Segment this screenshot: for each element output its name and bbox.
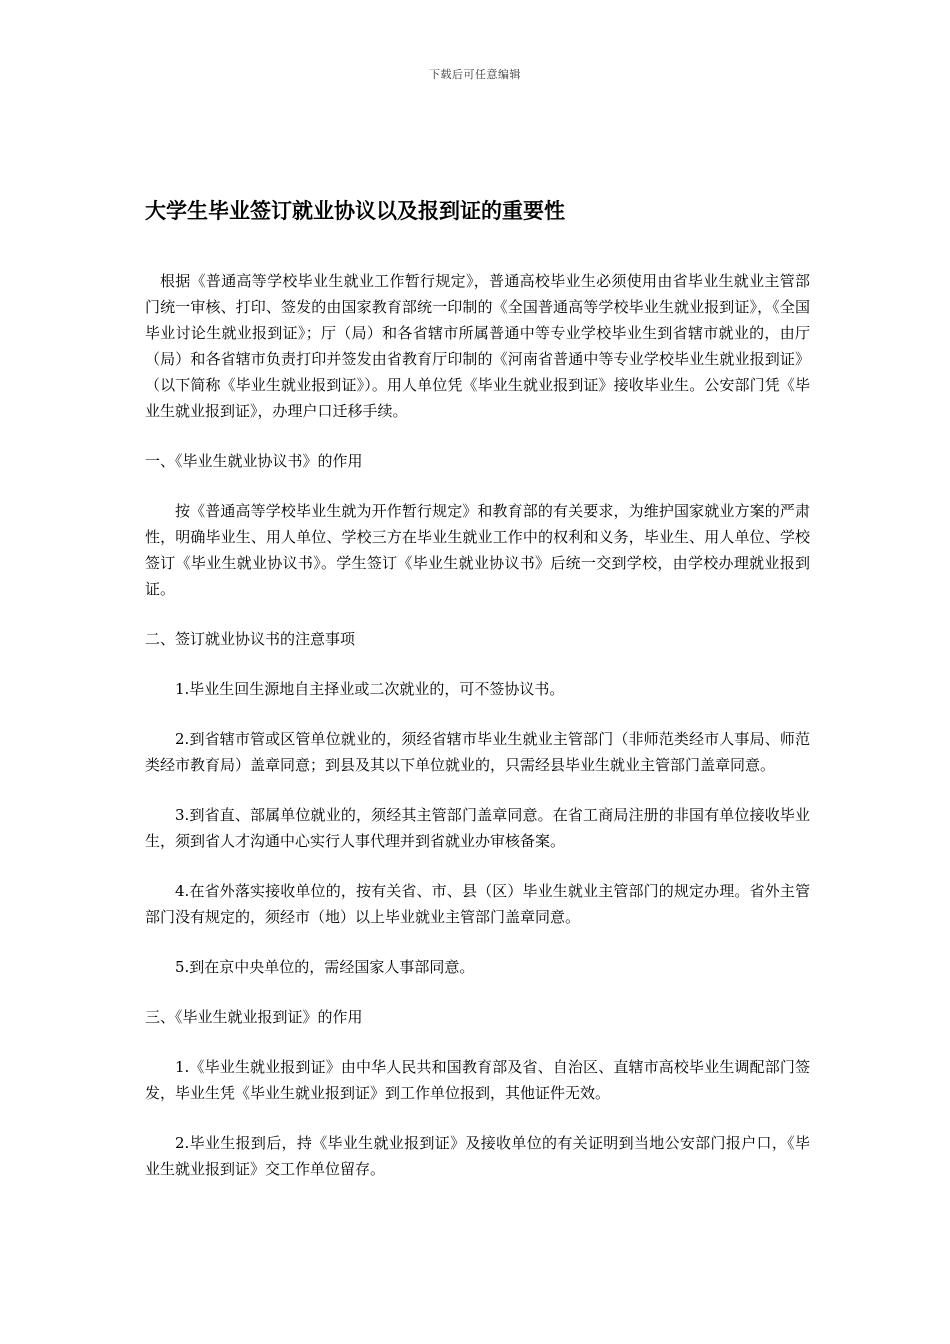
document-body: [145, 196, 810, 1206]
header-note: 下载后可任意编辑: [429, 68, 521, 81]
section3-item-2: 2.毕业生报到后，持《毕业生就业报到证》及接收单位的有关证明到当地公安部门报户口，《毕业生就业报到证》交工作单位留存。: [145, 1134, 810, 1178]
section2-item-2: 2.到省辖市管或区管单位就业的，须经省辖市毕业生就业主管部门（非师范类经市人事局、师范类经市教育局）盖章同意；到县及其以下单位就业的，只需经县毕业生就业主管部门盖章同意。: [145, 730, 810, 774]
section3-heading: 三、《毕业生就业报到证》的作用: [145, 1008, 363, 1026]
section3-item-1: 1.《毕业生就业报到证》由中华人民共和国教育部及省、自治区、直辖市高校毕业生调配部门签发，毕业生凭《毕业生就业报到证》到工作单位报到，其他证件无效。: [145, 1058, 810, 1102]
section2-item-3: 3.到省直、部属单位就业的，须经其主管部门盖章同意。在省工商局注册的非国有单位接收毕业生，须到省人才沟通中心实行人事代理并到省就业办审核备案。: [145, 806, 810, 850]
section1-heading: 一、《毕业生就业协议书》的作用: [145, 452, 363, 470]
intro-paragraph: 根据《普通高等学校毕业生就业工作暂行规定》，普通高校毕业生必须使用由省毕业生就业主管部门统一审核、打印、签发的由国家教育部统一印制的《全国普通高等学校毕业生就业报到证》，《全国毕业讨论生就业报到证》；厅（局）和各省辖市所属普通中等专业学校毕业生到省辖市就业的，由厅（局）和各省辖市负责打印并签发由省教育厅印制的《河南省普通中等专业学校毕业生就业报到证》（以下简称《毕业生就业报到证》）。用人单位凭《毕业生就业报到证》接收毕业生。公安部门凭《毕业生就业报到证》，办理户口迁移手续。: [145, 272, 810, 420]
section2-heading: 二、签订就业协议书的注意事项: [145, 630, 356, 648]
section2-item-5: 5.到在京中央单位的，需经国家人事部同意。: [175, 958, 475, 976]
section2-item-1: 1.毕业生回生源地自主择业或二次就业的，可不签协议书。: [175, 680, 565, 698]
section2-item-4: 4.在省外落实接收单位的，按有关省、市、县（区）毕业生就业主管部门的规定办理。省外主管部门没有规定的，须经市（地）以上毕业就业主管部门盖章同意。: [145, 882, 810, 926]
section1-paragraph: 按《普通高等学校毕业生就为开作暂行规定》和教育部的有关要求，为维护国家就业方案的严肃性，明确毕业生、用人单位、学校三方在毕业生就业工作中的权利和义务，毕业生、用人单位、学校签订《毕业生就业协议书》。学生签订《毕业生就业协议书》后统一交到学校，由学校办理就业报到证。: [145, 502, 810, 598]
page-title: 大学生毕业签订就业协议以及报到证的重要性: [145, 199, 565, 223]
